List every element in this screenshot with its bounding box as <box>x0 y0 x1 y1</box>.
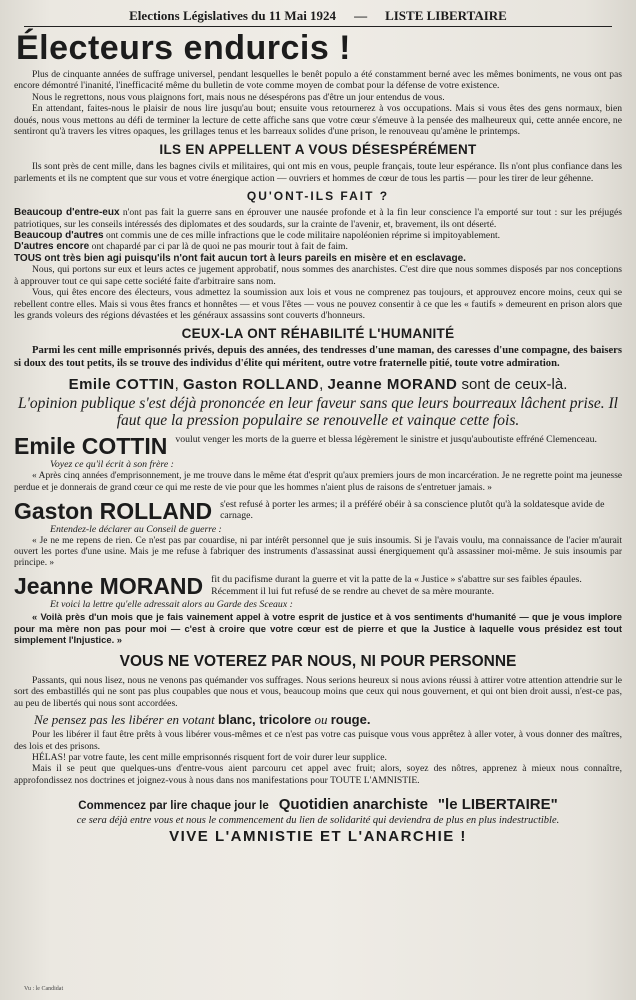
vote-paragraph-3: HÉLAS! par votre faute, les cent mille emprisonnés risquent fort de voir durer leur supplice. <box>32 751 387 763</box>
name-rolland: Gaston ROLLAND <box>182 376 320 394</box>
list-name: LISTE LIBERTAIRE <box>385 8 507 23</box>
what-paragraph-1 <box>14 207 622 230</box>
public-opinion: L'opinion publique s'est déjà prononcée en leur faveur sans que leurs bourreaux lâchent prise. Il faut que la pression populaire se renouvelle et vainque cette fois. <box>18 395 618 430</box>
what-lead-1: Beaucoup d'entre-eux <box>14 207 120 219</box>
newspaper-name: "le LIBERTAIRE" <box>437 796 558 814</box>
poster-title: Électeurs endurcis ! <box>16 29 352 67</box>
what-text-3: ont chapardé par ci par là de quoi ne pas mourir tout à fait de faim. <box>89 241 348 253</box>
vote-paragraph-1: Passants, qui nous lisez, nous ne venons pas quémander vos suffrages. Nous serions heureux si nous avions réussi à attirer votre attention attendrie sur le sort des embastillés qui ne sont pas plus coupables que nous et vous, beaucoup moins que ceux qui nous gouvernent, et qui ont bien droit aussi, n'est-ce pas, au peu de libertés qui nous sont accordées. <box>14 674 622 709</box>
intro-paragraph-1: Plus de cinquante années de suffrage universel, pendant lesquelles le benêt populo a été constamment berné avec les mêmes boniments, ne vous ont pas encore démontré l'inanité, l'inefficacité même du bulletin de vote comme moyen de combat pour la défense de votre existence. <box>14 69 622 92</box>
header <box>24 8 612 27</box>
final-slogan: VIVE L'AMNISTIE ET L'ANARCHIE ! <box>169 828 467 846</box>
not-liberate-line <box>34 712 622 727</box>
election-date: Elections Législatives du 11 Mai 1924 <box>129 8 337 23</box>
rolland-name: Gaston ROLLAND <box>14 497 213 524</box>
section-what-title: QU'ONT-ILS FAIT ? <box>246 189 390 204</box>
section-humanity-text: Parmi les cent mille emprisonnés privés, depuis des années, des tendresses d'une maman, des caresses d'une compagne, des baisers si doux des tout petits, ils se trouve des individus d'élite qui méritent, outre votre fraternelle pitié, toute votre admiration. <box>14 345 622 369</box>
cottin-intro: Voyez ce qu'il écrit à son frère : <box>50 459 174 471</box>
intro-paragraph-3: En attendant, faites-nous le plaisir de nous lire jusqu'au bout; ensuite vous retournerez à vos occupations. Mais si vous êtes des gens normaux, bien doués, nous vous mettons au défi de terminer la lecture de cette affiche sans que votre cœur s'émeuve à la pensée des malheureux qui, cette année encore, ne sentiront qu'à travers les vitres opaques, les grillages tenus et les barreaux solides d'une prison, le renouveau qu'amène le printemps. <box>14 103 622 138</box>
not-liberate-colors-2: rouge. <box>330 712 371 728</box>
not-liberate-pre: Ne pensez pas les libérer en votant <box>34 712 219 728</box>
names-line <box>14 376 622 393</box>
not-liberate-or: ou <box>311 712 331 728</box>
morand-intro: Et voici la lettre qu'elle adressait alors au Garde des Sceaux : <box>50 599 293 611</box>
name-cottin: Emile COTTIN <box>68 376 175 394</box>
morand-name: Jeanne MORAND <box>14 573 204 600</box>
header-separator: — <box>354 8 368 23</box>
section-appeal-text: Ils sont près de cent mille, dans les bagnes civils et militaires, qui ont mis en vous, peuple français, toute leur espérance. Ils n'ont plus confiance dans les parlements et ils ne comptent que sur vous et votre énergique action — ouvriers et hommes de cœur de tous les partis — pour les tirer de leur géhenne. <box>14 161 622 184</box>
names-sep-2: , <box>319 376 328 394</box>
morand-quote: « Voilà près d'un mois que je fais vainement appel à votre esprit de justice et à vos sentiments d'humanité — que je vous implore pour ma mère non pas pour moi — c'est à croire que votre cœur est de pierre et que la Justice à laquelle vous présidez est tout simplement l'Injustice. » <box>14 611 622 645</box>
what-paragraph-6: Vous, qui êtes encore des électeurs, vous admettez la soumission aux lois et vous ne comprenez pas toujours, et approuvez encore moins, ceux qui se rebellent contre elles. Mais si vous êtes francs et honnêtes — et vous l'êtes — vous ne pouvez consentir à ce que les « fautifs » demeurent en prison alors que les grands voleurs des régions dévastées et les généraux assassins sont couverts d'honneurs. <box>14 287 622 321</box>
section-appeal-title: ILS EN APPELLENT A VOUS DÉSESPÉRÉMENT <box>159 142 477 158</box>
vote-title: VOUS NE VOTEREZ PAR NOUS, NI POUR PERSONNE <box>119 652 517 670</box>
quotidien-label: Quotidien anarchiste <box>278 796 428 814</box>
morand-description: fit du pacifisme durant la guerre et vit la patte de la « Justice » s'abattre sur ses faibles épaules. Récemment il lui fut refusé de se rendre au chevet de sa mère mourante. <box>211 574 582 597</box>
what-paragraph-4: TOUS ont très bien agi puisqu'ils n'ont fait aucun tort à leurs pareils en misère et en esclavage. <box>14 252 466 264</box>
quotidien-lead: Commencez par lire chaque jour le <box>78 800 269 813</box>
intro-paragraph-2: Nous le regrettons, nous vous plaignons fort, mais nous ne désespérons pas d'être un jour entendus de vous. <box>32 91 445 103</box>
what-paragraph-2 <box>14 230 622 241</box>
what-lead-3: D'autres encore <box>14 241 90 253</box>
rolland-quote: « Je ne me repens de rien. Ce n'est pas par couardise, ni par intérêt personnel que je suis insoumis. Si je l'avais voulu, ma connaissance de l'acier m'aurait ouvert les portes d'une usine. Mais je me refuse à fabriquer des instruments d'assassinat aussi énergiquement qu'à assassiner moi-même. Je suis insoumis par principe. » <box>14 535 622 569</box>
cottin-block <box>14 433 622 459</box>
what-paragraph-3 <box>14 241 622 252</box>
quotidien-line <box>14 796 622 813</box>
cottin-name: Emile COTTIN <box>14 433 168 460</box>
cottin-description: voulut venger les morts de la guerre et blessa légèrement le sinistre et jusqu'auboutiste effréné Clemenceau. <box>175 434 597 446</box>
rolland-block <box>14 498 622 524</box>
cottin-quote: « Après cinq années d'emprisonnement, je me trouve dans le même état d'esprit qu'aux premiers jours de mon incarcération. Je ne regrette point ma jeunesse perdue et je donnerais de grand cœur ce qui me reste de vie pour que les hommes n'aient plus de raisons de s'entretuer jamais. » <box>14 471 622 493</box>
names-sep-1: , <box>174 376 183 394</box>
rolland-description: s'est refusé à porter les armes; il a préféré obéir à sa conscience plutôt qu'à la soldatesque avide de carnage. <box>220 498 605 522</box>
name-morand: Jeanne MORAND <box>327 376 458 394</box>
what-lead-2: Beaucoup d'autres <box>14 230 104 242</box>
vote-paragraph-2: Pour les libérer il faut être prêts à vous libérer vous-mêmes et ce n'est pas votre cas puisque vous vous apprêtez à aller voter, à vous donner des maîtres, des lois et des prisons. <box>14 729 622 752</box>
not-liberate-colors-1: blanc, tricolore <box>218 712 312 728</box>
what-text-1: n'ont pas fait la guerre sans en éprouver une nausée profonde et à la fin leur conscience l'a emporté sur tout : sur les préjugés patriotiques, sur les conseils intéressés des diplomates et des soudards, sur la crainte de l'avenir, et, bravement, ils ont déserté. <box>14 207 623 230</box>
morand-block <box>14 573 622 599</box>
solidarity-line: ce sera déjà entre vous et nous le commencement du lien de solidarité qui deviendra de plus en plus indestructible. <box>76 815 560 827</box>
what-paragraph-5: Nous, qui portons sur eux et leurs actes ce jugement approbatif, nous sommes des anarchistes. C'est dire que nous sommes disposés par nos conceptions à approuver tout ce qui sape cette société faite d'arbitraire sans nom. <box>14 264 622 287</box>
vote-paragraph-4: Mais il se peut que quelques-uns d'entre-vous aient parcouru cet appel avec fruit; alors, soyez des nôtres, apprenez à mieux nous connaître, approfondissez nos doctrines et joignez-vous à nous dans nos manifestations pour TOUTE L'AMNISTIE. <box>14 763 622 786</box>
section-humanity-title: CEUX-LA ONT RÉHABILITÉ L'HUMANITÉ <box>181 326 455 342</box>
rolland-intro: Entendez-le déclarer au Conseil de guerre : <box>50 523 222 535</box>
names-tail: sont de ceux-là. <box>457 376 568 394</box>
what-text-2: ont commis une de ces mille infractions que le code militaire napoléonien réprime si impitoyablement. <box>103 230 501 242</box>
printer-mark: Vu : le Candidat <box>24 986 64 992</box>
